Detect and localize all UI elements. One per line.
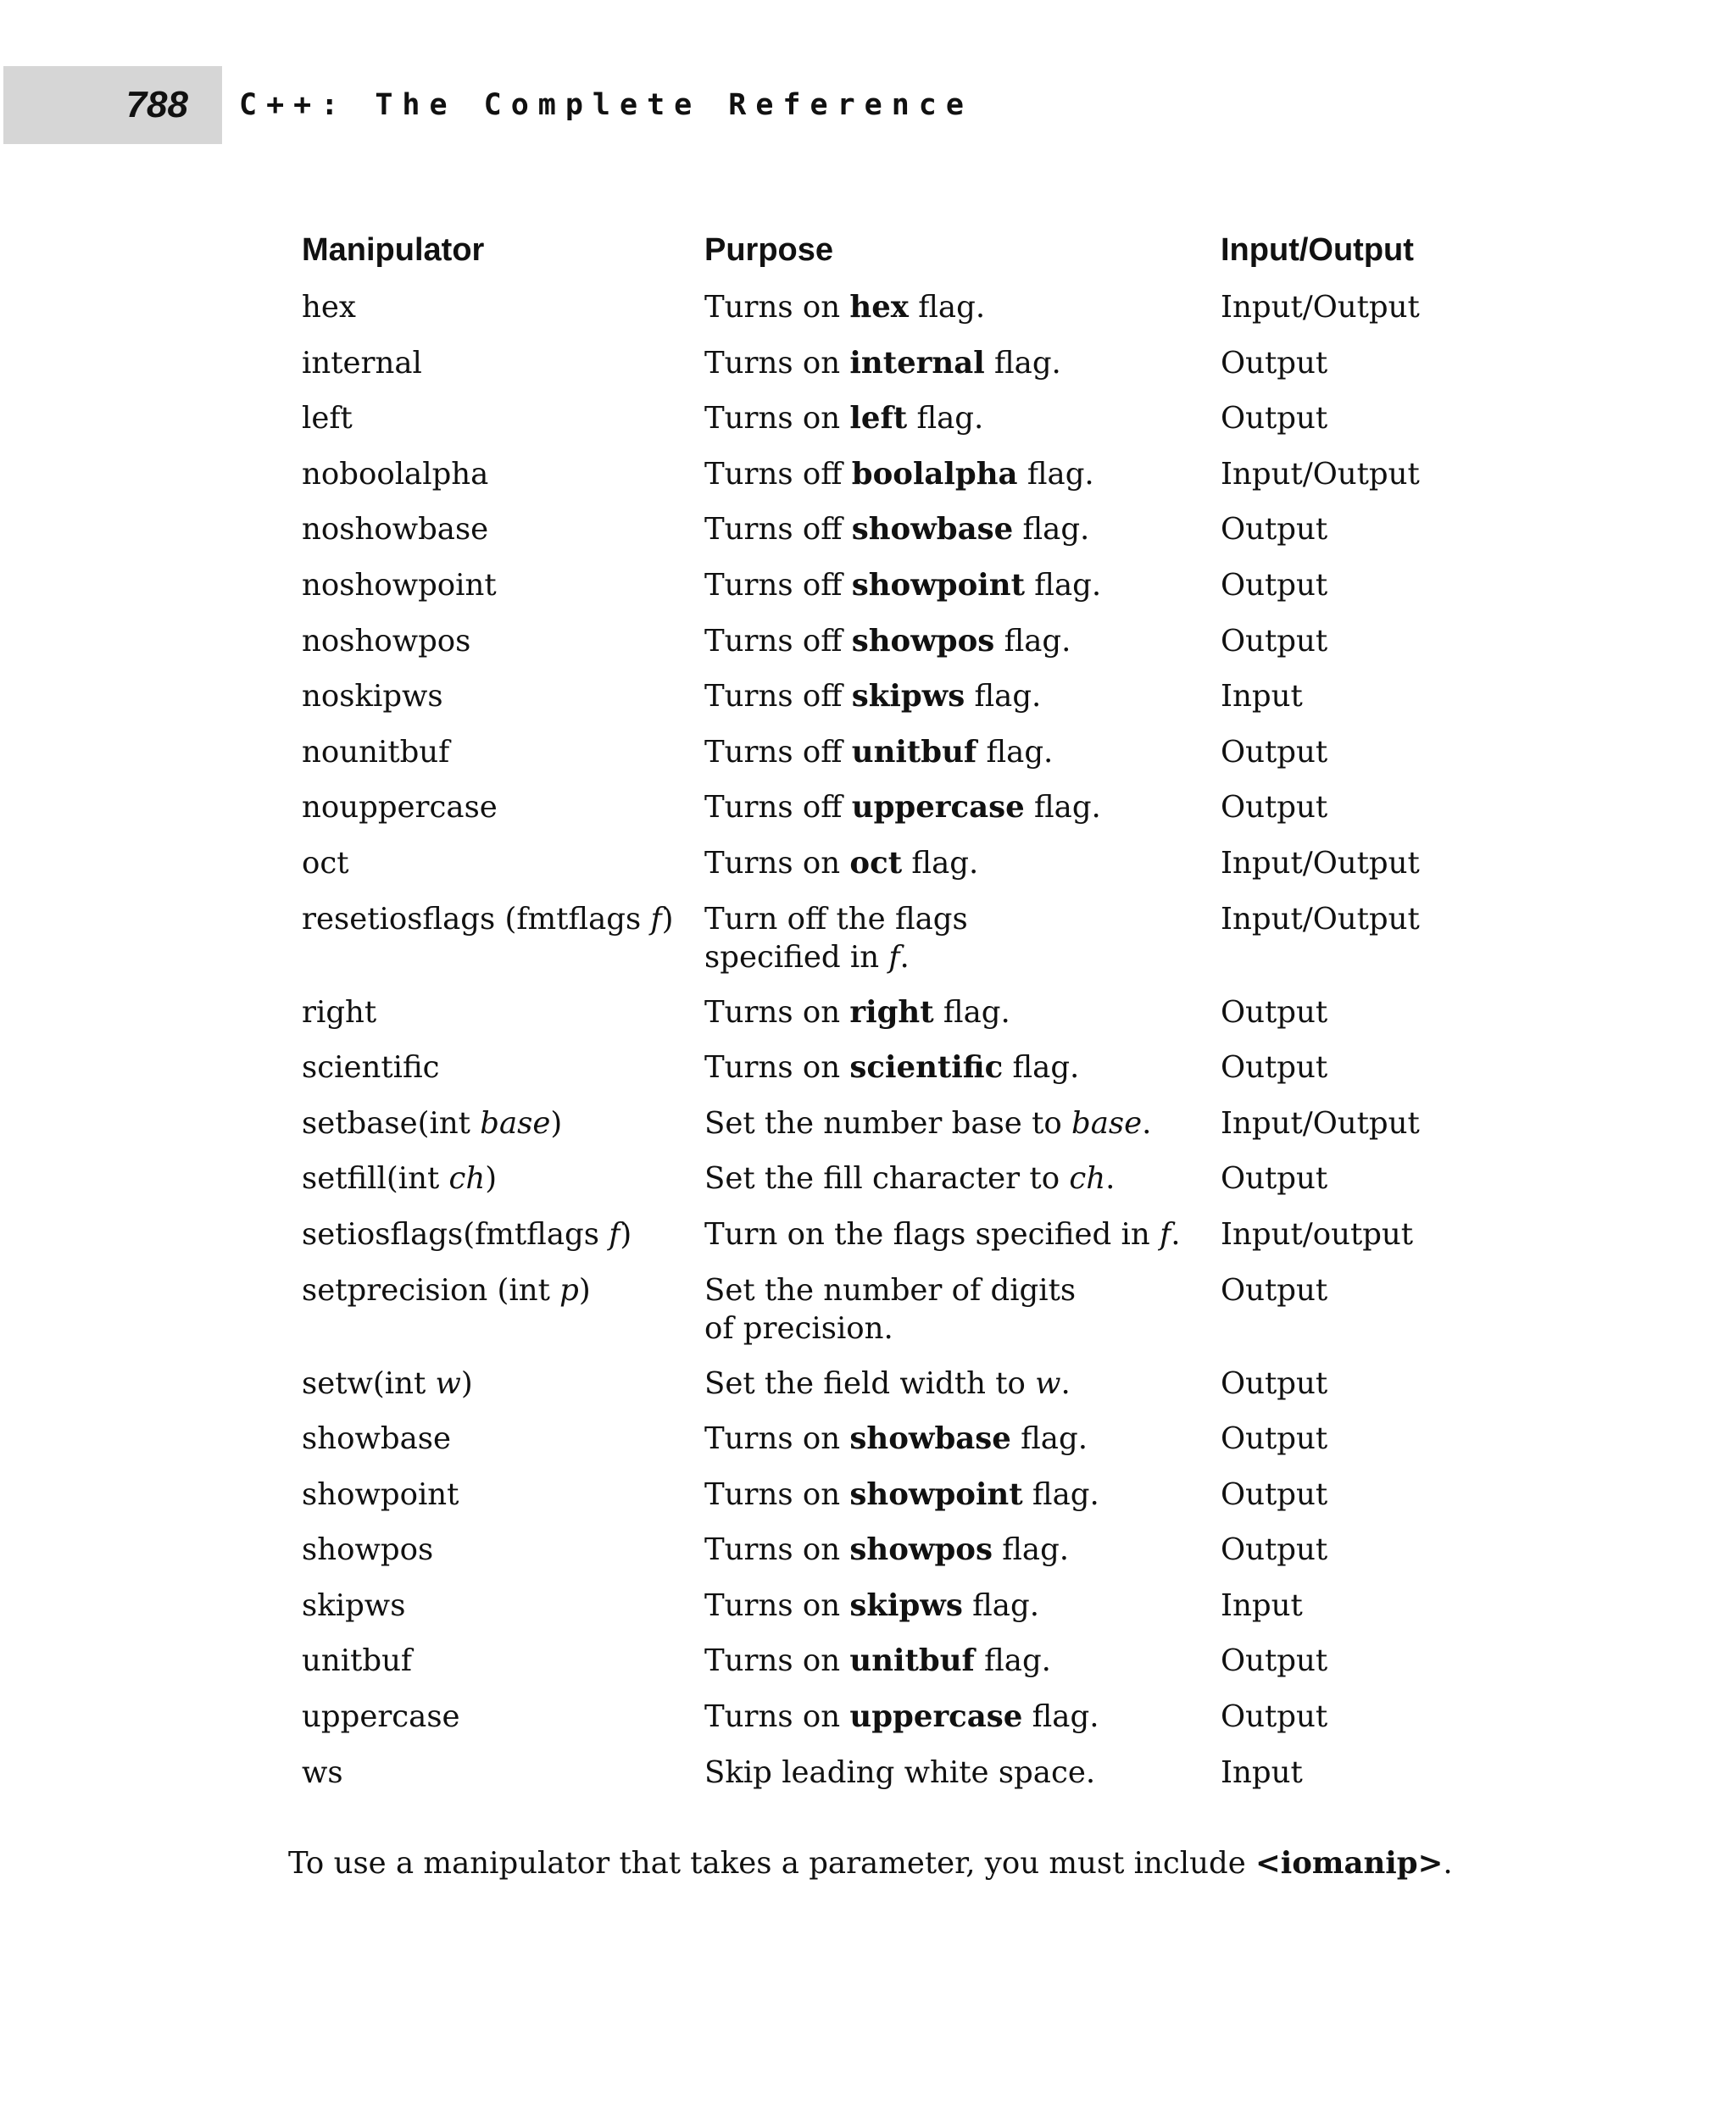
purpose-cell: Turns off showbase flag.: [704, 512, 1090, 548]
io-cell: Output: [1221, 1365, 1328, 1401]
table-row: [302, 455, 1488, 511]
io-cell: Input/Output: [1221, 456, 1420, 492]
manipulator-cell: noshowpos: [302, 623, 471, 659]
io-cell: Output: [1221, 345, 1328, 381]
column-header-purpose: Purpose: [704, 231, 834, 268]
table-row: [302, 344, 1488, 400]
manipulator-cell: skipws: [302, 1587, 406, 1623]
purpose-cell: Turns on showbase flag.: [704, 1421, 1088, 1457]
io-cell: Output: [1221, 512, 1328, 548]
table-row: [302, 1159, 1488, 1215]
purpose-cell: Set the field width to w.: [704, 1365, 1071, 1401]
table-row: [302, 288, 1488, 344]
io-cell: Output: [1221, 1050, 1328, 1086]
table-row: [302, 1698, 1488, 1754]
table-row: [302, 844, 1488, 900]
table-row: [302, 1048, 1488, 1104]
manipulator-cell: noboolalpha: [302, 456, 489, 492]
table-row: [302, 1476, 1488, 1532]
io-cell: Output: [1221, 1643, 1328, 1679]
io-cell: Output: [1221, 1476, 1328, 1512]
purpose-cell: Turns off unitbuf flag.: [704, 734, 1054, 770]
manipulator-cell: showpoint: [302, 1476, 459, 1512]
table-row: [302, 1104, 1488, 1160]
purpose-cell: Turns off skipws flag.: [704, 679, 1042, 714]
manipulator-cell: unitbuf: [302, 1643, 413, 1679]
purpose-cell: Turn on the flags specified in f.: [704, 1216, 1181, 1252]
manipulator-cell: internal: [302, 345, 422, 381]
manipulator-cell: oct: [302, 845, 349, 881]
io-cell: Input/Output: [1221, 1105, 1420, 1141]
table-header-row: [302, 222, 1488, 288]
table-row: [302, 1587, 1488, 1643]
manipulator-cell: uppercase: [302, 1699, 460, 1735]
table-row: [302, 733, 1488, 789]
manipulator-cell: resetiosflags (fmtflags f): [302, 901, 674, 937]
iomanip-header-name: <iomanip>: [1255, 1846, 1444, 1881]
table-row: [302, 510, 1488, 566]
manipulator-cell: scientific: [302, 1050, 440, 1086]
io-cell: Output: [1221, 1699, 1328, 1735]
table-row: [302, 1420, 1488, 1476]
manipulator-cell: setw(int w): [302, 1365, 473, 1401]
purpose-cell: Turns on oct flag.: [704, 845, 979, 881]
manipulator-cell: nounitbuf: [302, 734, 450, 770]
page-number: 788: [125, 84, 188, 125]
io-cell: Output: [1221, 567, 1328, 603]
manipulator-table: [302, 222, 1488, 1809]
table-row: [302, 1365, 1488, 1420]
manipulator-cell: noshowpoint: [302, 567, 497, 603]
io-cell: Output: [1221, 994, 1328, 1030]
purpose-cell: Turns off boolalpha flag.: [704, 456, 1094, 492]
purpose-cell: Set the number base to base.: [704, 1105, 1152, 1141]
column-header-manipulator: Manipulator: [302, 231, 485, 268]
io-cell: Output: [1221, 1532, 1328, 1568]
manipulator-cell: showbase: [302, 1421, 451, 1457]
manipulator-cell: setprecision (int p): [302, 1272, 591, 1308]
purpose-cell: Turns off showpoint flag.: [704, 567, 1102, 603]
purpose-cell: Set the fill character to ch.: [704, 1161, 1116, 1197]
io-cell: Input: [1221, 1754, 1303, 1790]
table-row: [302, 677, 1488, 733]
table-row: [302, 993, 1488, 1049]
manipulator-cell: setbase(int base): [302, 1105, 563, 1141]
io-cell: Output: [1221, 1272, 1328, 1308]
manipulator-cell: noshowbase: [302, 512, 489, 548]
manipulator-cell: setiosflags(fmtflags f): [302, 1216, 632, 1252]
purpose-cell: Turns off uppercase flag.: [704, 790, 1101, 826]
io-cell: Output: [1221, 623, 1328, 659]
table-row: [302, 1754, 1488, 1810]
manipulator-cell: nouppercase: [302, 790, 498, 826]
table-row: [302, 900, 1488, 993]
manipulator-cell: ws: [302, 1754, 343, 1790]
purpose-cell: Turns on showpoint flag.: [704, 1476, 1099, 1512]
purpose-cell: Turns off showpos flag.: [704, 623, 1071, 659]
manipulator-cell: showpos: [302, 1532, 434, 1568]
io-cell: Output: [1221, 401, 1328, 436]
purpose-cell: Turns on left flag.: [704, 401, 984, 436]
table-row: [302, 1271, 1488, 1365]
purpose-cell: Set the number of digits of precision.: [704, 1272, 1077, 1346]
manipulator-cell: noskipws: [302, 679, 443, 714]
purpose-cell: Turn off the flags specified in f.: [704, 901, 968, 975]
manipulator-cell: setfill(int ch): [302, 1161, 498, 1197]
footnote: To use a manipulator that takes a parameter, you must include <iomanip>.: [288, 1846, 1453, 1881]
table-row: [302, 1642, 1488, 1698]
manipulator-cell: left: [302, 401, 353, 436]
purpose-cell: Turns on unitbuf flag.: [704, 1643, 1051, 1679]
io-cell: Output: [1221, 790, 1328, 826]
io-cell: Output: [1221, 1161, 1328, 1197]
purpose-cell: Turns on internal flag.: [704, 345, 1061, 381]
purpose-cell: Turns on right flag.: [704, 994, 1010, 1030]
io-cell: Input: [1221, 1587, 1303, 1623]
table-row: [302, 622, 1488, 678]
purpose-cell: Skip leading white space.: [704, 1754, 1096, 1790]
io-cell: Input/Output: [1221, 290, 1420, 325]
purpose-cell: Turns on showpos flag.: [704, 1532, 1070, 1568]
io-cell: Input/Output: [1221, 901, 1420, 937]
io-cell: Output: [1221, 734, 1328, 770]
purpose-cell: Turns on scientific flag.: [704, 1050, 1080, 1086]
io-cell: Input: [1221, 679, 1303, 714]
purpose-cell: Turns on hex flag.: [704, 290, 986, 325]
table-row: [302, 1531, 1488, 1587]
table-row: [302, 399, 1488, 455]
io-cell: Output: [1221, 1421, 1328, 1457]
purpose-cell: Turns on uppercase flag.: [704, 1699, 1099, 1735]
io-cell: Input/Output: [1221, 845, 1420, 881]
table-row: [302, 788, 1488, 844]
manipulator-cell: right: [302, 994, 377, 1030]
table-row: [302, 566, 1488, 622]
manipulator-cell: hex: [302, 290, 356, 325]
column-header-input-output: Input/Output: [1221, 231, 1414, 268]
table-row: [302, 1215, 1488, 1271]
io-cell: Input/output: [1221, 1216, 1414, 1252]
purpose-cell: Turns on skipws flag.: [704, 1587, 1039, 1623]
running-title: C++: The Complete Reference: [239, 88, 973, 122]
